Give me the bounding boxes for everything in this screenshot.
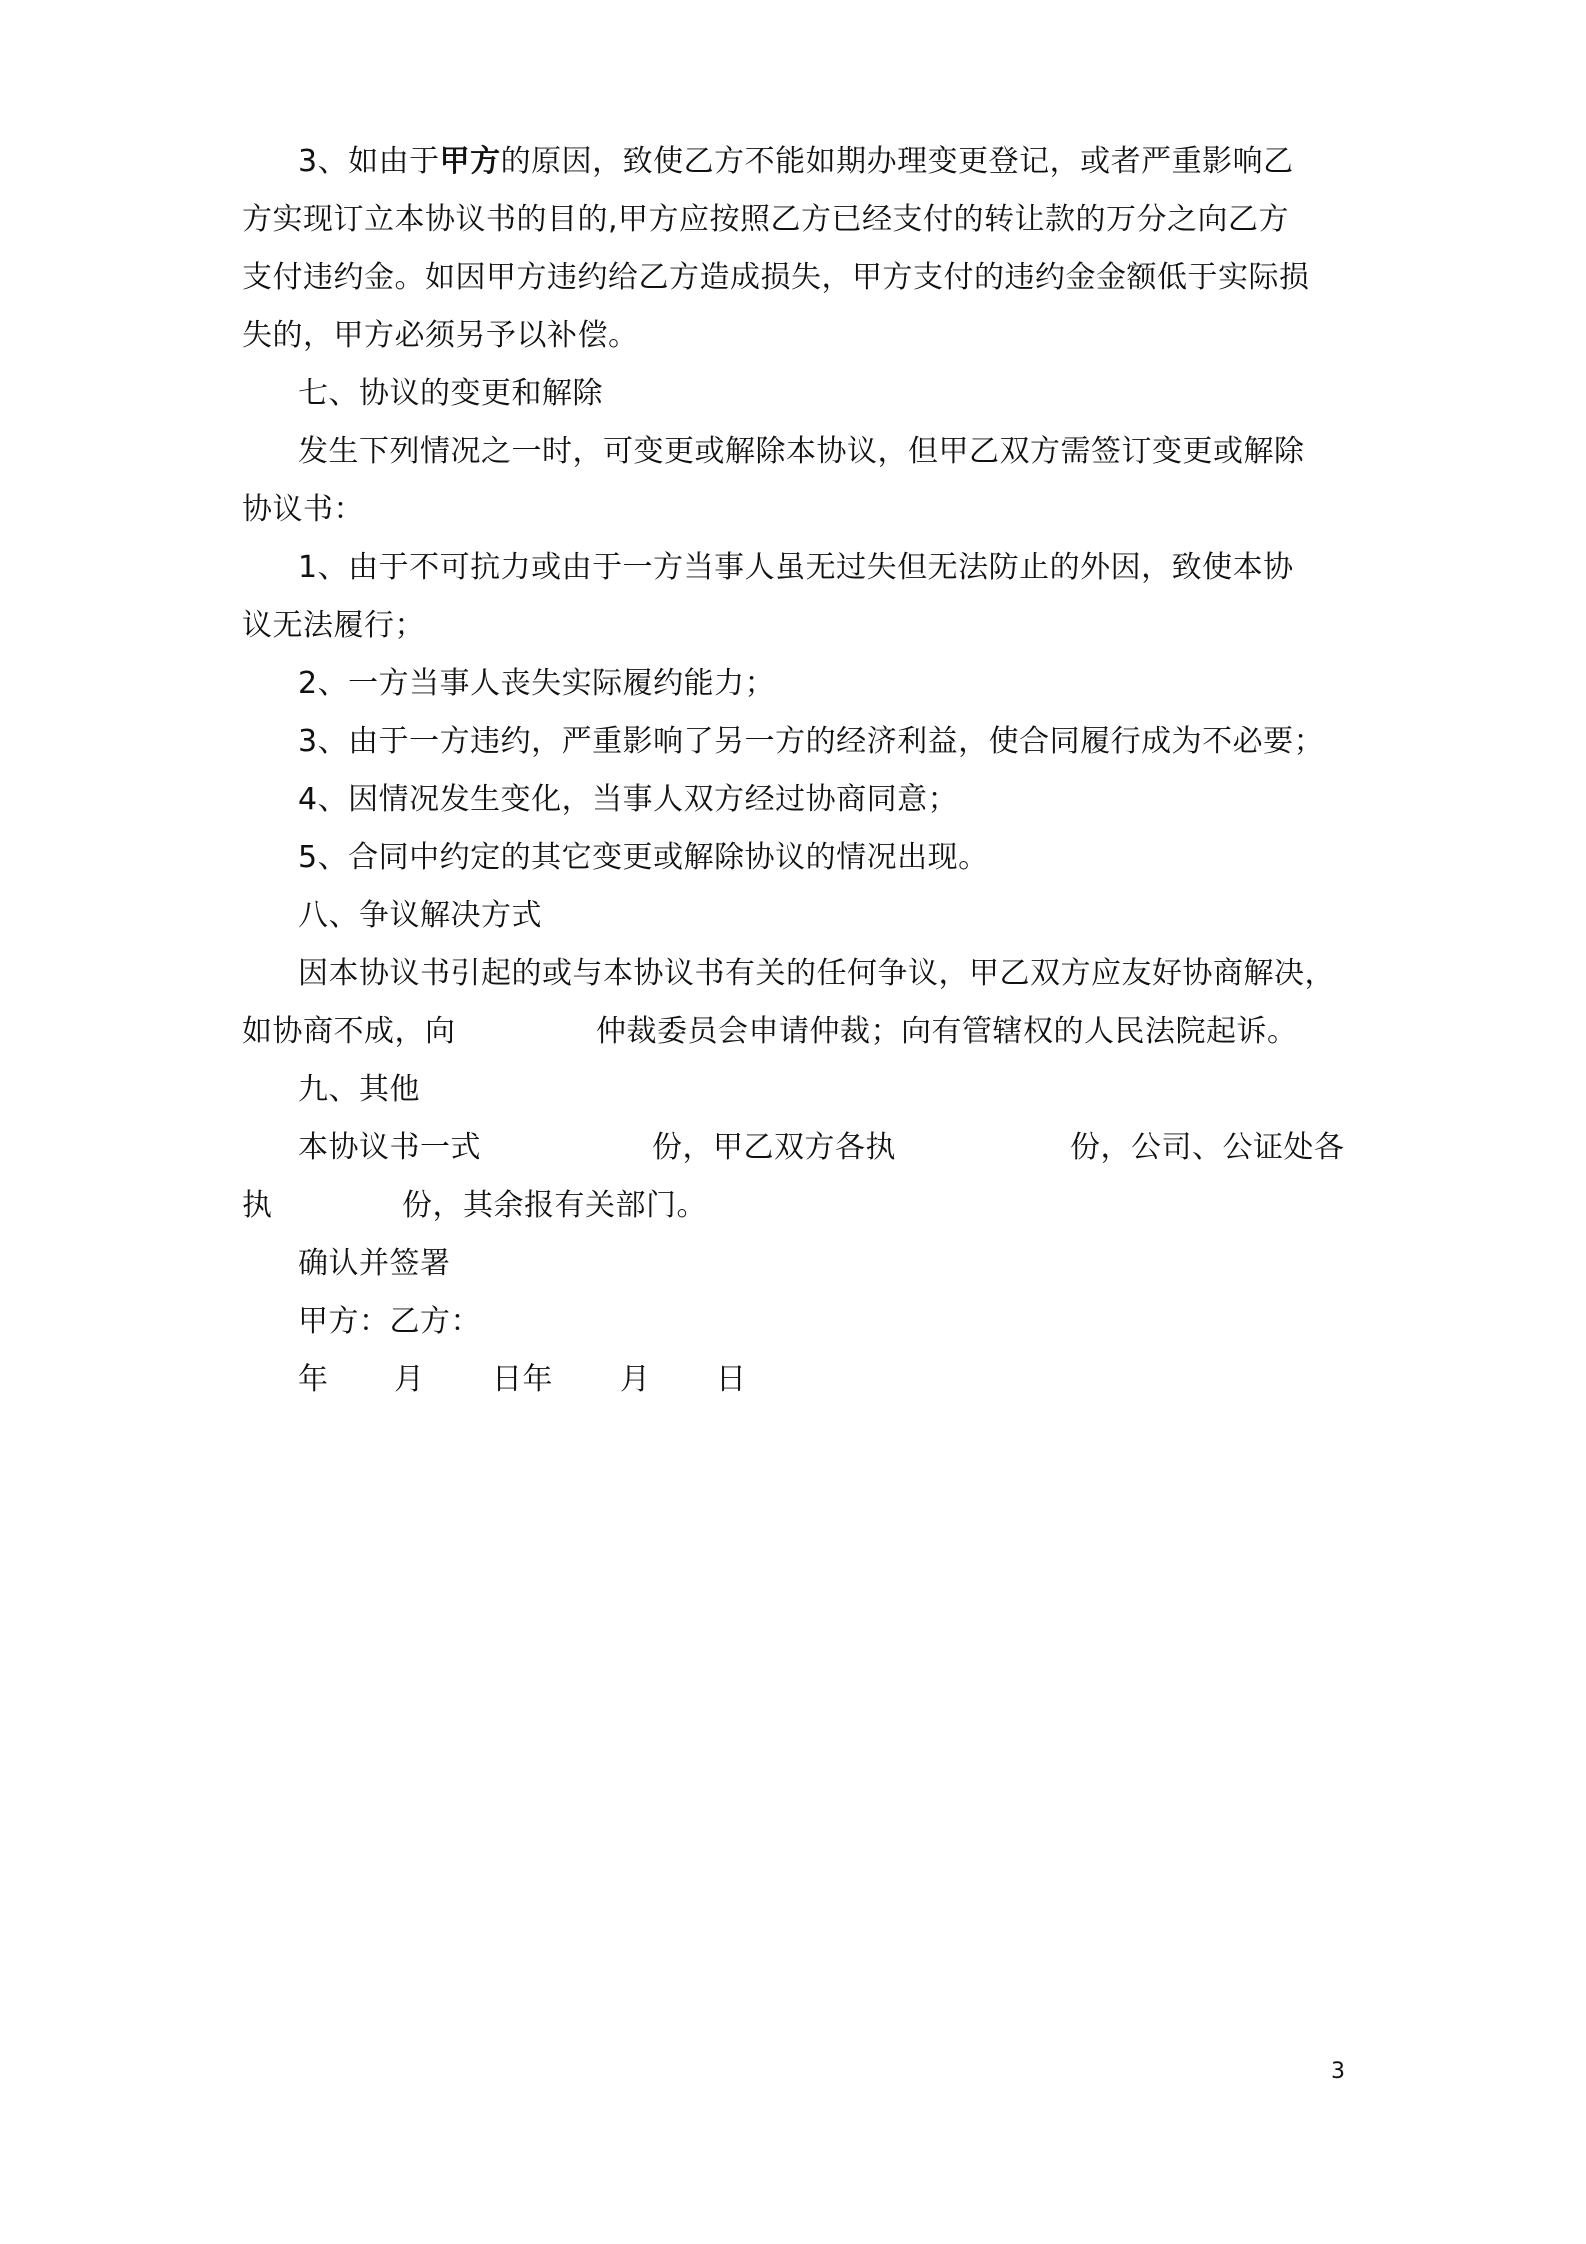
body-line: 议无法履行； (242, 608, 425, 643)
party-a-bold: 甲方 (439, 144, 501, 179)
body-line: 协议书： (242, 492, 364, 527)
date-month-2: 月 (620, 1362, 651, 1397)
copies-line-2 (242, 1186, 842, 1226)
list-item-4: 4、因情况发生变化，当事人双方经过协商同意； (298, 782, 959, 817)
copies-line-1 (298, 1128, 1378, 1168)
body-line: 因本协议书引起的或与本协议书有关的任何争议，甲乙双方应友好协商解决， (298, 956, 1335, 991)
body-line: 支付违约金。如因甲方违约给乙方造成损失，甲方支付的违约金金额低于实际损 (242, 260, 1310, 295)
list-item-5: 5、合同中约定的其它变更或解除协议的情况出现。 (298, 840, 989, 875)
body-line: 发生下列情况之一时，可变更或解除本协议，但甲乙双方需签订变更或解除 (298, 434, 1305, 469)
confirm-sign: 确认并签署 (298, 1246, 451, 1281)
list-item-2: 2、一方当事人丧失实际履约能力； (298, 666, 776, 701)
list-item-3: 3、由于一方违约，严重影响了另一方的经济利益，使合同履行成为不必要； (298, 724, 1325, 759)
clause-3-line-1 (298, 142, 1294, 182)
date-line (298, 1360, 798, 1400)
copies-seg-a: 本协议书一式 (298, 1130, 481, 1165)
date-day-2: 日 (716, 1362, 747, 1397)
date-year-1: 年 (298, 1362, 329, 1397)
section-heading-9: 九、其他 (298, 1072, 420, 1107)
copies-seg-d: 执 (242, 1188, 273, 1223)
copies-seg-e: 份，其余报有关部门。 (402, 1188, 707, 1223)
section-heading-7: 七、协议的变更和解除 (298, 376, 603, 411)
section-heading-8: 八、争议解决方式 (298, 898, 542, 933)
clause-3-rest: 的原因，致使乙方不能如期办理变更登记，或者严重影响乙 (500, 144, 1294, 179)
arbitration-part-1: 如协商不成，向 (242, 1014, 456, 1049)
body-line: 失的，甲方必须另予以补偿。 (242, 318, 639, 353)
copies-seg-c: 份，公司、公证处各 (1070, 1130, 1345, 1165)
arbitration-line (242, 1012, 1362, 1052)
date-month-1: 月 (394, 1362, 425, 1397)
arbitration-part-2: 仲裁委员会申请仲裁；向有管辖权的人民法院起诉。 (596, 1014, 1298, 1049)
date-day1-year2: 日年 (492, 1362, 553, 1397)
list-item-1: 1、由于不可抗力或由于一方当事人虽无过失但无法防止的外因，致使本协 (298, 550, 1294, 585)
clause-3-lead: 3、如由于 (298, 144, 440, 179)
page-number: 3 (1331, 2059, 1345, 2084)
copies-seg-b: 份，甲乙双方各执 (652, 1130, 896, 1165)
parties-line: 甲方：乙方： (298, 1304, 481, 1339)
body-line: 方实现订立本协议书的目的,甲方应按照乙方已经支付的转让款的万分之向乙方 (242, 202, 1290, 237)
